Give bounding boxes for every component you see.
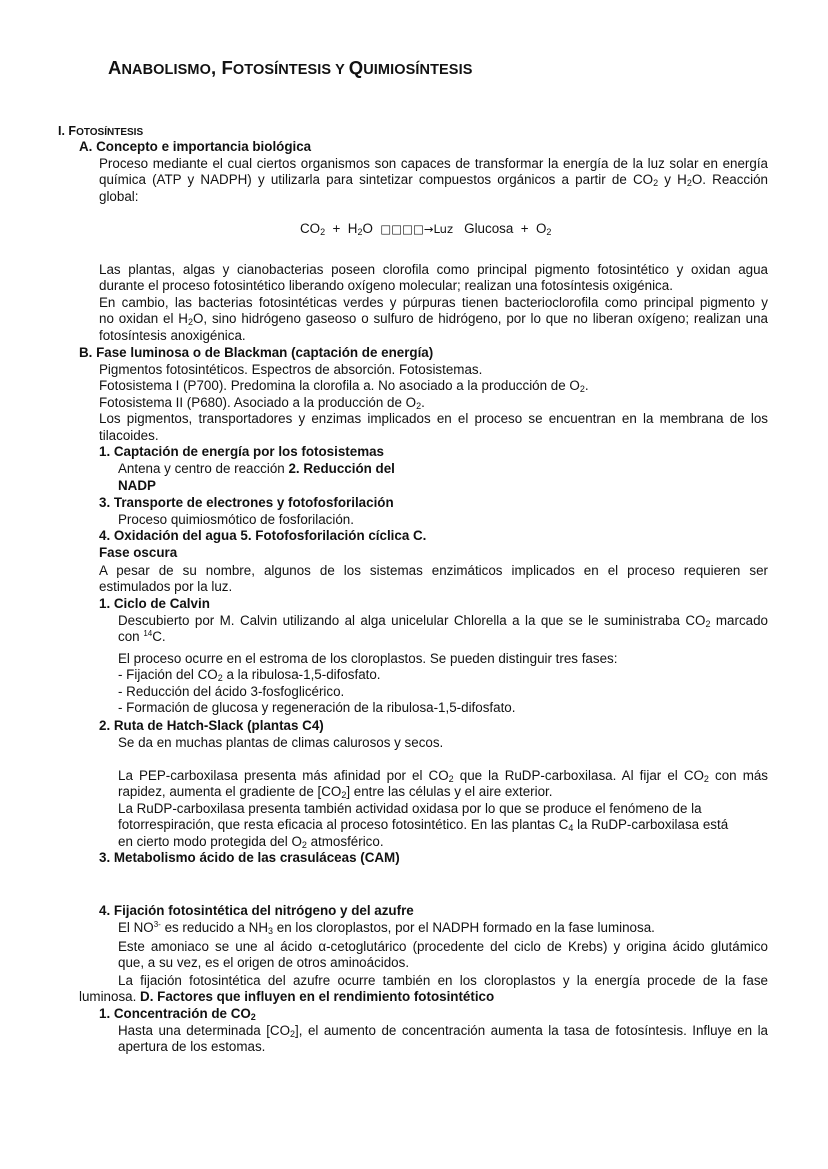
text-antena: Antena y centro de reacción 2. Reducción del xyxy=(118,461,395,476)
paragraph-calvin: Descubierto por M. Calvin utilizando al alga unicelular Chlorella a la que se le suministraba $CO_2$ marcado con $^{14}$C. xyxy=(118,613,768,645)
heading-fase-oscura: Fase oscura xyxy=(99,545,178,560)
heading-fase-luminosa: B. Fase luminosa o de Blackman (captación de energía) xyxy=(79,345,434,360)
equation-global: $CO_2 + H_2O$ □□□□→Luz $Glucosa + O_2$ xyxy=(300,221,552,237)
section-heading-fotosintesis: I. FOTOSÍNTESIS xyxy=(58,124,144,138)
heading-nadp: NADP xyxy=(118,478,156,493)
paragraph-fase-luminosa: Pigmentos fotosintéticos. Espectros de absorción. Fotosistemas. Fotosistema I (P700). Predomina la clorofila a. No asociado a la producción de $O_2$. Fotosistema II (P680). Asociado a la producción de $O_2$. Los pigmentos, transportadores y enzimas implicados en el proceso se encuentran en la membrana de los tilacoides. xyxy=(99,362,768,443)
paragraph-oxigenica: Las plantas, algas y cianobacterias poseen clorofila como principal pigmento fotosintético y oxidan agua durante el proceso fotosintético liberando oxígeno molecular; realizan una fotosíntesis oxigénica. En cambio, las bacterias fotosintéticas verdes y púrpuras tienen bacterioclorofila como principal pigmento y no oxidan el $H_2O$, sino hidrógeno gaseoso o sulfuro de hidrógeno, por lo que no liberan oxígeno; realizan una fotosíntesis anoxigénica. xyxy=(99,262,768,343)
text-climas: Se da en muchas plantas de climas calurosos y secos. xyxy=(118,735,444,750)
page-title: ANABOLISMO, FOTOSÍNTESIS Y QUIMIOSÍNTESIS xyxy=(108,57,473,78)
heading-concentracion-co2: 1. Concentración de $CO_2$ xyxy=(99,1006,256,1022)
paragraph-amoniaco: Este amoniaco se une al ácido α-cetoglutárico (procedente del ciclo de Krebs) y origina ácido glutámico que, a su vez, es el origen de otros aminoácidos. xyxy=(118,939,768,971)
paragraph-azufre: La fijación fotosintética del azufre ocurre también en los cloroplastos y la energía procede de la fase luminosa. D. Factores que influyen en el rendimiento fotosintético xyxy=(79,973,768,1005)
heading-ciclo-calvin: 1. Ciclo de Calvin xyxy=(99,596,210,611)
paragraph-pep-carboxilasa: La PEP-carboxilasa presenta más afinidad por el $CO_2$ que la RuDP-carboxilasa. Al fijar el $CO_2$ con más rapidez, aumenta el gradiente de $[CO_2]$ entre las células y el aire exterior. La RuDP-carboxilasa presenta también actividad oxidasa por lo que se produce el fenómeno de la fotorrespiración, que resta eficacia al proceso fotosintético. En las plantas $C_4$ la RuDP-carboxilasa está en cierto modo protegida del $O_2$ atmosférico. xyxy=(118,768,768,850)
heading-oxidacion-agua: 4. Oxidación del agua 5. Fotofosforilación cíclica C. xyxy=(99,528,427,543)
heading-fijacion-nitrogeno: 4. Fijación fotosintética del nitrógeno y del azufre xyxy=(99,903,414,918)
heading-transporte-electrones: 3. Transporte de electrones y fotofosforilación xyxy=(99,495,394,510)
paragraph-definicion: Proceso mediante el cual ciertos organismos son capaces de transformar la energía de la luz solar en energía química (ATP y NADPH) y utilizarla para sintetizar compuestos orgánicos a partir de $CO_2$ y $H_2O$. Reacción global: xyxy=(99,156,768,204)
paragraph-calvin-fases: El proceso ocurre en el estroma de los cloroplastos. Se pueden distinguir tres fases: - Fijación del $CO_2$ a la ribulosa-1,5-difosfato. - Reducción del ácido 3-fosfoglicérico. - Formación de glucosa y regeneración de la ribulosa-1,5-difosfato. xyxy=(118,651,618,716)
paragraph-concentracion: Hasta una determinada $[CO_2]$, el aumento de concentración aumenta la tasa de fotosíntesis. Influye en la apertura de los estomas. xyxy=(118,1023,768,1055)
heading-cam: 3. Metabolismo ácido de las crasuláceas (CAM) xyxy=(99,850,400,865)
paragraph-fase-oscura: A pesar de su nombre, algunos de los sistemas enzimáticos implicados en el proceso requieren ser estimulados por la luz. xyxy=(99,563,768,595)
text-quimiosmotico: Proceso quimiosmótico de fosforilación. xyxy=(118,512,354,527)
text-nitrato: El $NO^{3-}$ es reducido a $NH_3$ en los cloroplastos, por el NADPH formado en la fase luminosa. xyxy=(118,920,655,936)
heading-hatch-slack: 2. Ruta de Hatch-Slack (plantas C4) xyxy=(99,718,324,733)
heading-concepto: A. Concepto e importancia biológica xyxy=(79,139,312,154)
heading-captacion-energia: 1. Captación de energía por los fotosistemas xyxy=(99,444,384,459)
